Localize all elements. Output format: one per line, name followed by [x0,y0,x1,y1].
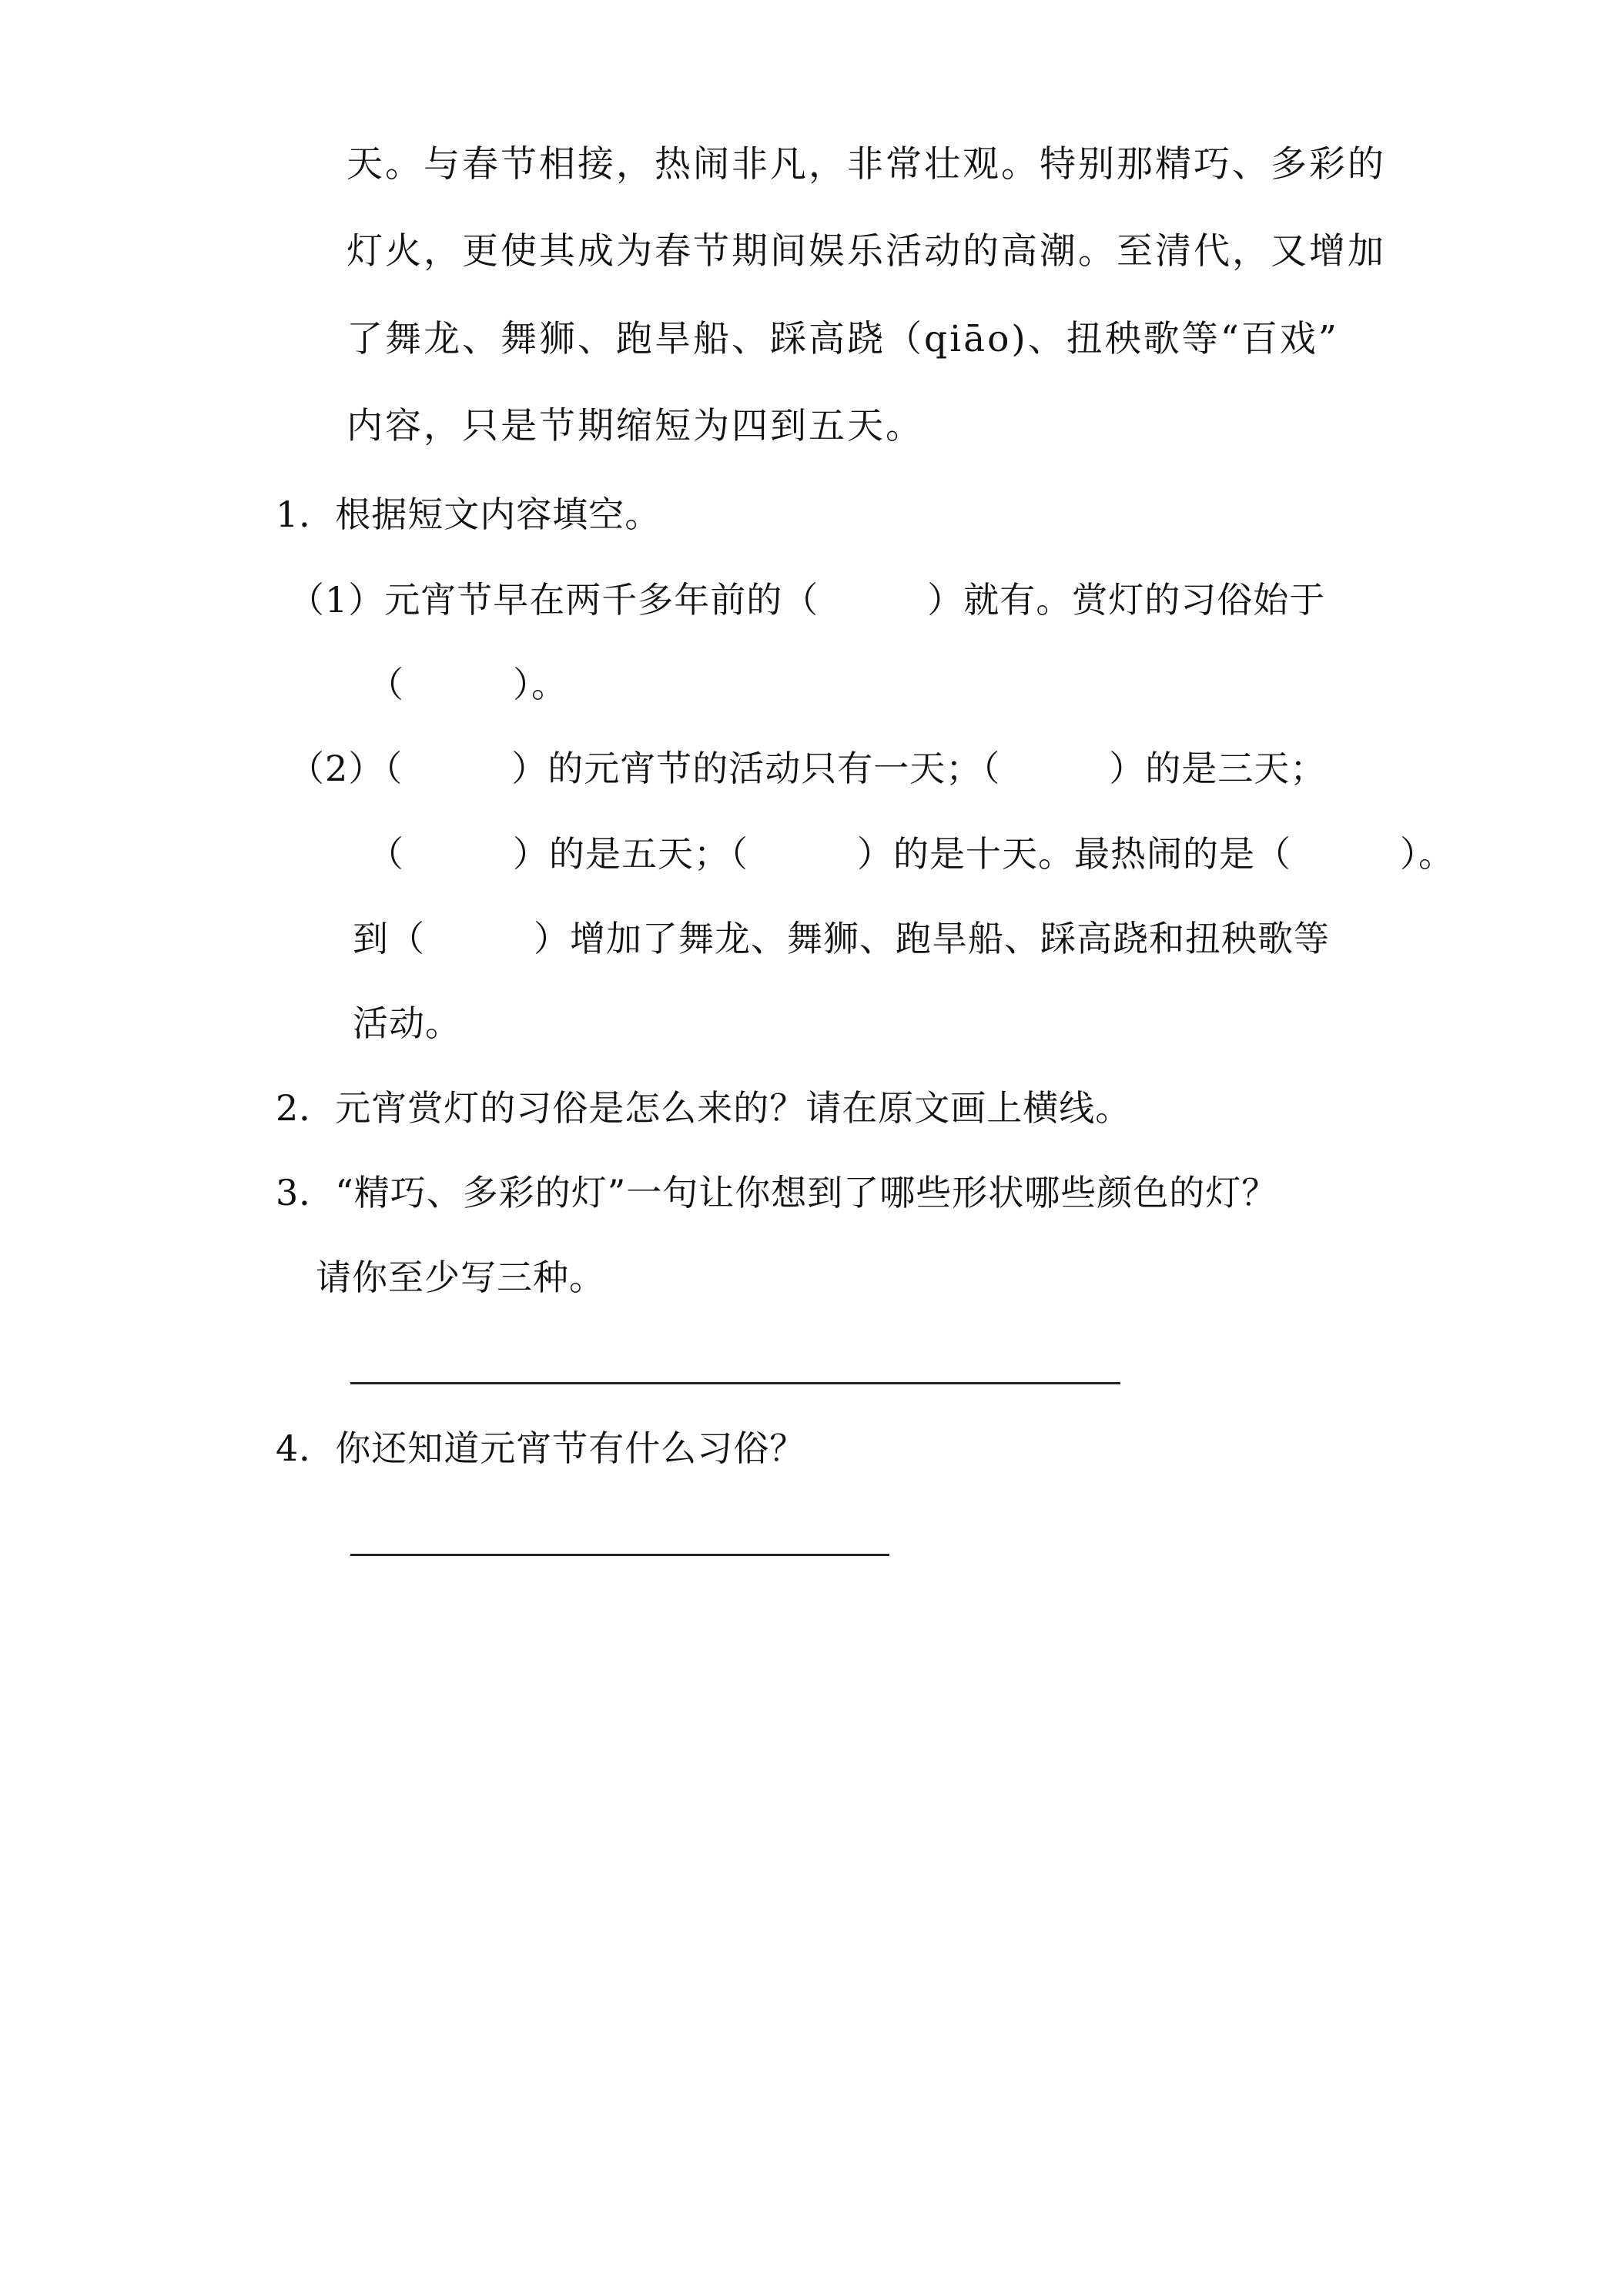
question-3-answer-line[interactable] [350,1382,1120,1384]
question-1-part-2-line-4: 活动。 [353,1002,461,1044]
question-4-answer-line[interactable] [350,1554,889,1556]
question-3-line-2: 请你至少写三种。 [316,1257,605,1298]
question-1-part-2-line-2: （ ）的是五天；（ ）的是十天。最热闹的是（ ）。 [368,833,1455,875]
passage-line-4: 内容，只是节期缩短为四到五天。 [347,405,924,447]
question-2-stem: 2．元宵赏灯的习俗是怎么来的？请在原文画上横线。 [276,1087,1132,1129]
question-3-line-1: 3．“精巧、多彩的灯”一句让你想到了哪些形状哪些颜色的灯？ [276,1172,1278,1213]
passage-line-1: 天。与春节相接，热闹非凡，非常壮观。特别那精巧、多彩的 [347,143,1386,186]
question-1-part-1-line-2: （ ）。 [368,664,568,705]
passage-line-3: 了舞龙、舞狮、跑旱船、踩高跷（qiāo)、扭秧歌等“百戏” [347,318,1339,360]
question-1-part-2-line-1: （2）（ ）的元宵节的活动只有一天；（ ）的是三天； [289,748,1327,789]
passage-line-2: 灯火，更使其成为春节期间娱乐活动的高潮。至清代，又增加 [347,230,1386,273]
question-1-part-1-line-1: （1）元宵节早在两千多年前的（ ）就有。赏灯的习俗始于 [289,579,1326,621]
question-1-stem: 1．根据短文内容填空。 [276,494,661,535]
question-4-stem: 4．你还知道元宵节有什么习俗？ [276,1427,806,1469]
question-1-part-2-line-3: 到（ ）增加了舞龙、舞狮、跑旱船、踩高跷和扭秧歌等 [353,918,1330,959]
